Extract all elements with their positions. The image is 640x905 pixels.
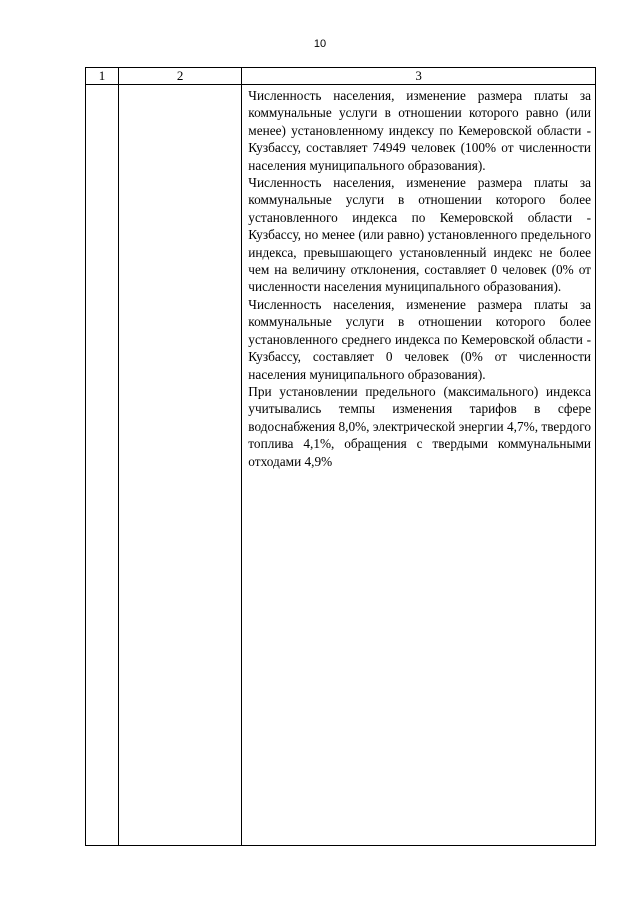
table-header-row (86, 68, 596, 85)
paragraph-population-above-index: Численность населения, изменение размера платы за коммунальные услуги в отношении которого более установленного индекса по Кемеровской области - Кузбассу, но менее (или равно) установленного предельного индекса, превышающего установленный индекс не более чем на величину отклонения, составляет 0 человек (0% от численности населения муниципального образования). (248, 175, 591, 295)
column-header-1: 1 (86, 68, 119, 85)
page-number: 10 (313, 38, 327, 50)
paragraph-tariff-rates: При установлении предельного (максимального) индекса учитывались темпы изменения тарифов в сфере водоснабжения 8,0%, электрической энергии 4,7%, твердого топлива 4,1%, обращения с твердыми коммунальными отходами 4,9% (248, 383, 591, 469)
table-cell-column-2 (119, 85, 242, 846)
table-cell-column-1 (86, 85, 119, 846)
column-header-3: 3 (242, 68, 596, 85)
document-table (85, 67, 596, 846)
table-cell-column-3 (242, 85, 596, 846)
table-row (86, 85, 596, 846)
paragraph-population-within-index: Численность населения, изменение размера платы за коммунальные услуги в отношении которого равно (или менее) установленному индексу по Кемеровской области - Кузбассу, составляет 74949 человек (100% от численности населения муниципального образования). (248, 88, 591, 173)
paragraph-population-above-average-index: Численность населения, изменение размера платы за коммунальные услуги в отношении которого более установленного среднего индекса по Кемеровской области - Кузбассу, составляет 0 человек (0% от численности населения муниципального образования). (248, 296, 591, 382)
column-header-2: 2 (119, 68, 242, 85)
